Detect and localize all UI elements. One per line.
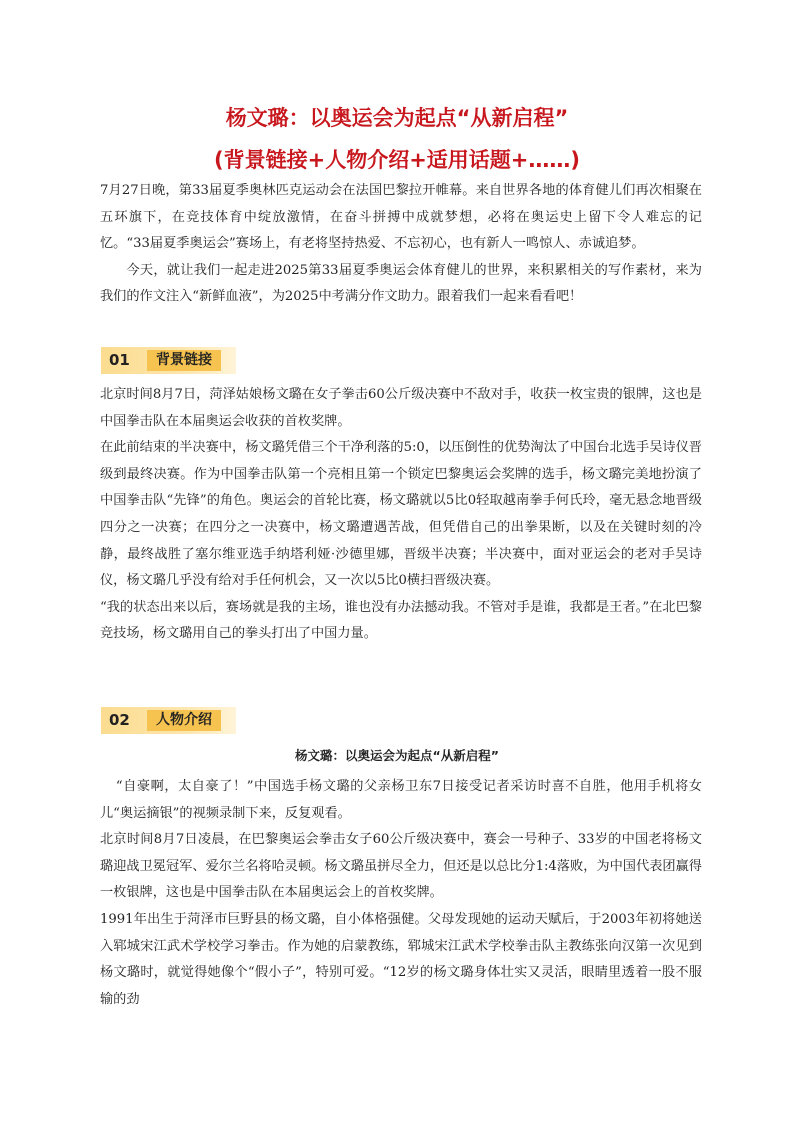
profile-article-title: 杨文璐：以奥运会为起点“从新启程” <box>295 748 499 763</box>
background-paragraph-1: 北京时间8月7日，菏泽姑娘杨文璐在女子拳击60公斤级决赛中不敌对手，收获一枚宝贵的银牌，这也是中国拳击队在本届奥运会收获的首枚奖牌。 <box>100 387 702 429</box>
section-number: 01 <box>109 351 130 369</box>
background-section <box>100 382 702 648</box>
profile-paragraph-2: 北京时间8月7日凌晨，在巴黎奥运会拳击女子60公斤级决赛中，赛会一号种子、33岁的中国老将杨文璐迎战卫冕冠军、爱尔兰名将哈灵顿。杨文璐虽拼尽全力，但还是以总比分1:4落败，为中国代表团赢得一枚银牌，这也是中国拳击队在本届奥运会上的首枚奖牌。 <box>100 832 702 901</box>
section-heading-background <box>101 347 236 374</box>
section-label: 人物介绍 <box>147 710 221 731</box>
intro-paragraph-2: 今天，就让我们一起走进2025第33届夏季奥运会体育健儿的世界，来积累相关的写作素材，来为我们的作文注入“新鲜血液”，为2025中考满分作文助力。跟着我们一起来看看吧！ <box>100 262 702 305</box>
document-subtitle: (背景链接+人物介绍+适用话题+……) <box>214 148 580 172</box>
profile-paragraph-3: 1991年出生于菏泽市巨野县的杨文璐，自小体格强健。父母发现她的运动天赋后，于2003年初将她送入郓城宋江武术学校学习拳击。作为她的启蒙教练，郓城宋江武术学校拳击队主教练张向汉第一次见到杨文璐时，就觉得她像个“假小子”，特别可爱。“12岁的杨文璐身体壮实又灵活，眼睛里透着一股不服输的劲 <box>100 911 702 1007</box>
intro-paragraph-1: 7月27日晚，第33届夏季奥林匹克运动会在法国巴黎拉开帷幕。来自世界各地的体育健儿们再次相聚在五环旗下，在竞技体育中绽放激情，在奋斗拼搏中成就梦想，必将在奥运史上留下令人难忘的记忆。“33届夏季奥运会”赛场上，有老将坚持热爱、不忘初心，也有新人一鸣惊人、赤诚追梦。 <box>100 183 702 252</box>
section-label: 背景链接 <box>147 350 221 371</box>
intro-section <box>100 178 702 311</box>
section-heading-profile <box>101 707 236 734</box>
section-number: 02 <box>109 711 130 729</box>
background-paragraph-2: 在此前结束的半决赛中，杨文璐凭借三个干净利落的5:0，以压倒性的优势淘汰了中国台北选手吴诗仪晋级到最终决赛。作为中国拳击队第一个亮相且第一个锁定巴黎奥运会奖牌的选手，杨文璐完美地扮演了中国拳击队“先锋”的角色。奥运会的首轮比赛，杨文璐就以5比0轻取越南拳手何氏玲，毫无悬念地晋级四分之一决赛；在四分之一决赛中，杨文璐遭遇苦战，但凭借自己的出拳果断，以及在关键时刻的冷静，最终战胜了塞尔维亚选手纳塔利娅·沙德里娜，晋级半决赛；半决赛中，面对亚运会的老对手吴诗仪，杨文璐几乎没有给对手任何机会，又一次以5比0横扫晋级决赛。 <box>100 440 702 589</box>
profile-section <box>100 774 702 1013</box>
document-title: 杨文璐：以奥运会为起点“从新启程” <box>225 106 569 130</box>
profile-paragraph-1: “自豪啊，太自豪了！”中国选手杨文璐的父亲杨卫东7日接受记者采访时喜不自胜，他用手机将女儿“奥运摘银”的视频录制下来，反复观看。 <box>100 779 702 821</box>
background-paragraph-3: “我的状态出来以后，赛场就是我的主场，谁也没有办法撼动我。不管对手是谁，我都是王者。”在北巴黎竞技场，杨文璐用自己的拳头打出了中国力量。 <box>100 599 702 642</box>
